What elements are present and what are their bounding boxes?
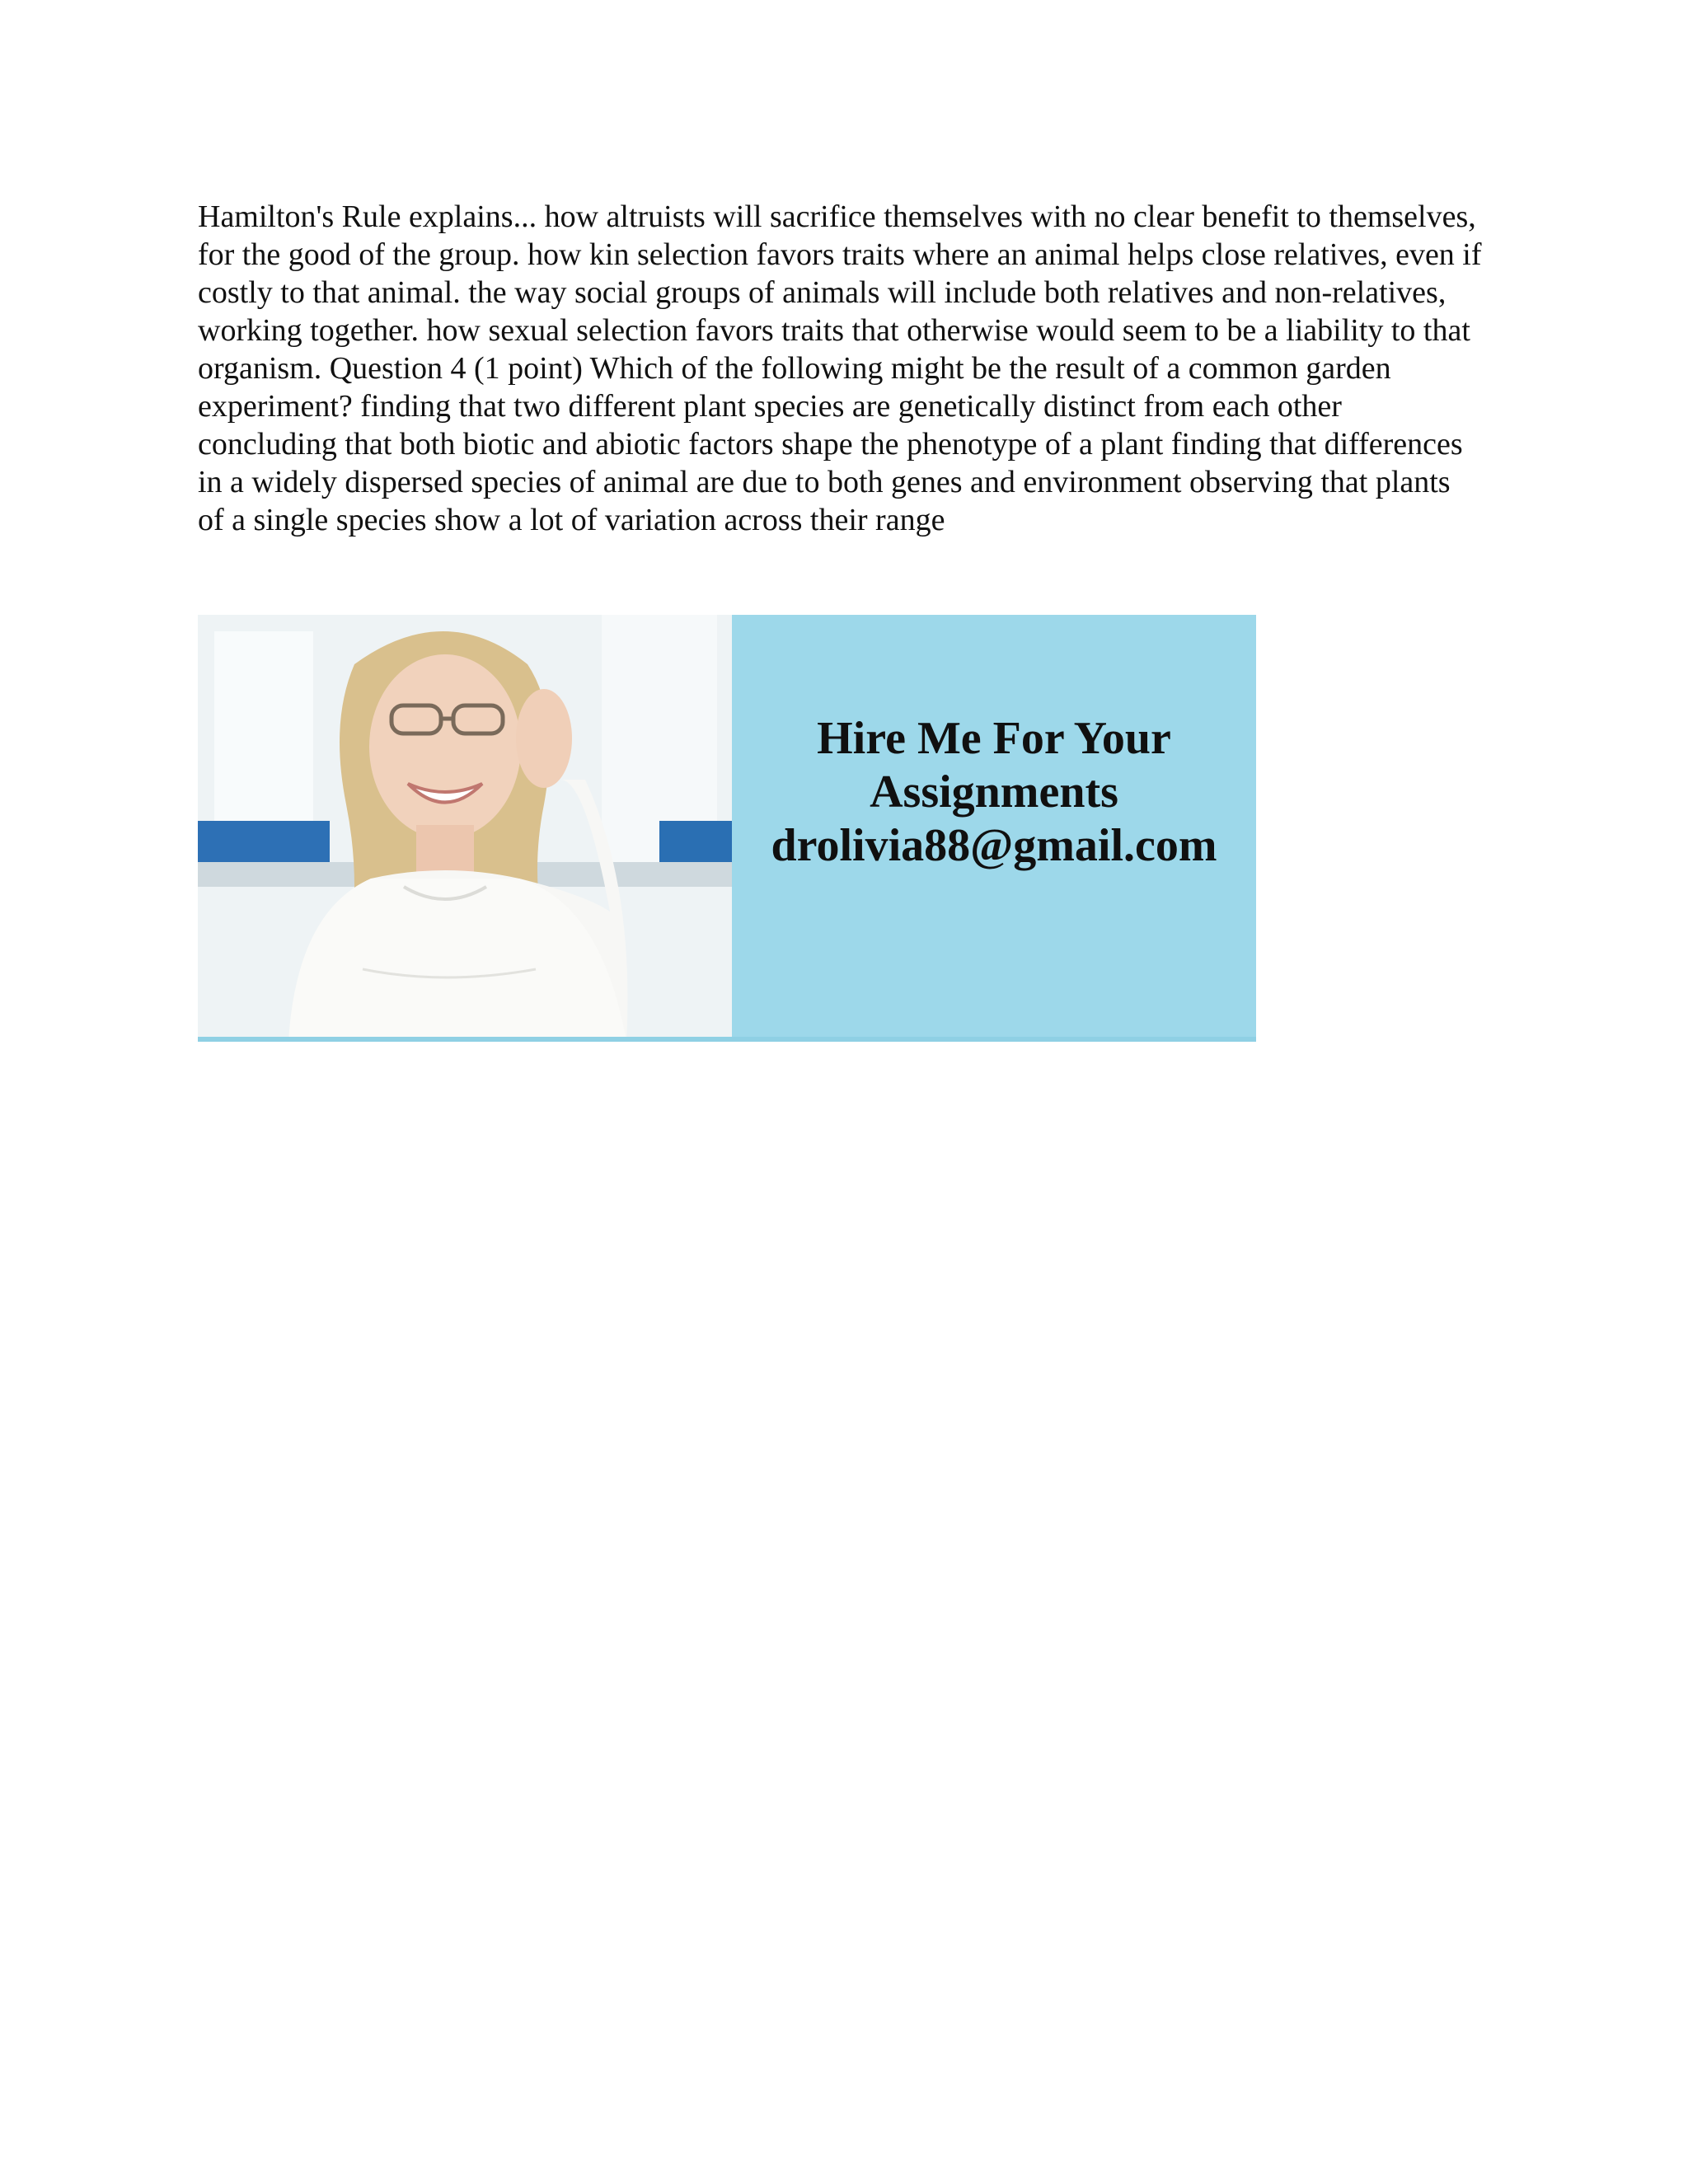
woman-photo: [198, 615, 732, 1042]
promo-line-hire: Hire Me For Your: [817, 713, 1171, 764]
portrait-illustration: [198, 615, 732, 1042]
promo-panel: [732, 615, 1256, 1042]
promo-line-assignments: Assignments: [870, 766, 1118, 818]
advertisement-banner: [198, 615, 1256, 1042]
banner-bottom-strip: [198, 1037, 1256, 1042]
promo-message: [732, 712, 1256, 873]
question-text: Hamilton's Rule explains... how altruists will sacrifice themselves with no clear benefit to themselves, for the good of the group. how kin selection favors traits where an animal helps close relatives, even if costly to that animal. the way social groups of animals will include both relatives and non-relatives, working together. how sexual selection favors traits that otherwise would seem to be a liability to that organism. Question 4 (1 point) Which of the following might be the result of a common garden experiment? finding that two different plant species are genetically distinct from each other concluding that both biotic and abiotic factors shape the phenotype of a plant finding that differences in a widely dispersed species of animal are due to both genes and environment observing that plants of a single species show a lot of variation across their range: [198, 199, 1482, 537]
promo-email: drolivia88@gmail.com: [771, 820, 1217, 871]
